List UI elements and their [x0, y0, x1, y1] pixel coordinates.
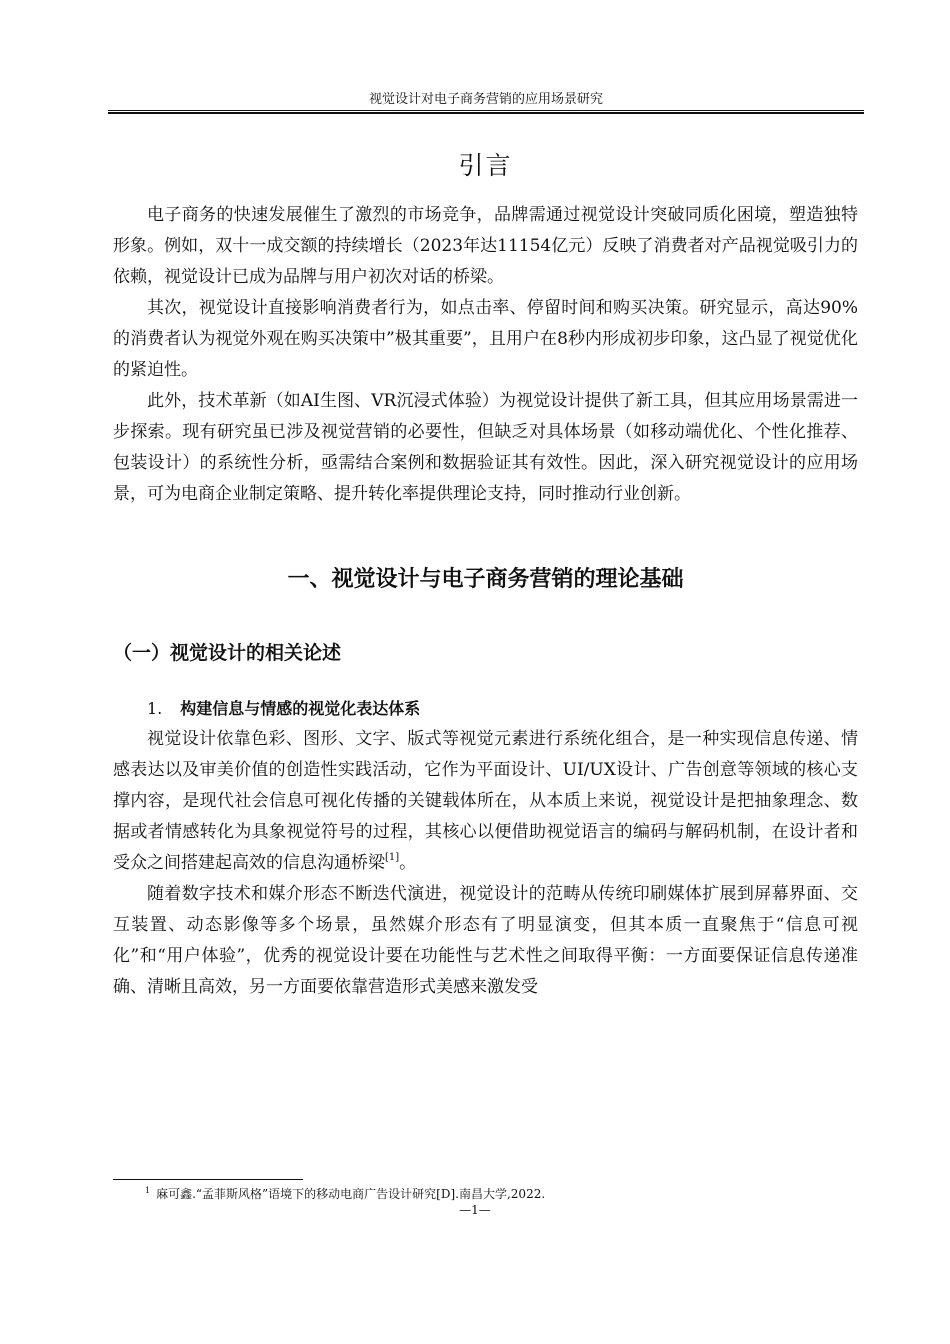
footnote-marker: 1 [145, 1186, 151, 1195]
body-content [113, 140, 858, 1003]
intro-paragraph-3: 此外，技术革新（如AI生图、VR沉浸式体验）为视觉设计提供了新工具，但其应用场景需进一步探索。现有研究虽已涉及视觉营销的必要性，但缺乏对具体场景（如移动端优化、个性化推荐、包装设计）的系统性分析，亟需结合案例和数据验证其有效性。因此，深入研究视觉设计的应用场景，可为电商企业制定策略、提升转化率提供理论支持，同时推动行业创新。 [113, 391, 858, 504]
body-paragraph-1 [113, 724, 858, 879]
header-rule-thick [108, 112, 864, 114]
section-title: （一）视觉设计的相关论述 [113, 642, 342, 664]
page-number: —1— [459, 1203, 491, 1217]
body-paragraph-2: 随着数字技术和媒介形态不断迭代演进，视觉设计的范畴从传统印刷媒体扩展到屏幕界面、交互装置、动态影像等多个场景，虽然媒介形态有了明显演变，但其本质一直聚焦于“信息可视化”和“用户体验”，优秀的视觉设计要在功能性与艺术性之间取得平衡：一方面要保证信息传递准确、清晰且高效，另一方面要依靠营造形式美感来激发受 [113, 884, 858, 997]
intro-paragraph-1: 电子商务的快速发展催生了激烈的市场竞争，品牌需通过视觉设计突破同质化困境，塑造独特形象。例如，双十一成交额的持续增长（2023年达11154亿元）反映了消费者对产品视觉吸引力的依赖，视觉设计已成为品牌与用户初次对话的桥梁。 [113, 205, 858, 287]
running-header: 视觉设计对电子商务营销的应用场景研究 [368, 92, 603, 107]
footnote [145, 1186, 845, 1202]
body-paragraph-1-end: 。 [399, 853, 417, 873]
chapter-title: 一、视觉设计与电子商务营销的理论基础 [287, 567, 684, 592]
footnote-reference[interactable]: [1] [385, 852, 400, 863]
body-paragraph-1-text: 视觉设计依靠色彩、图形、文字、版式等视觉元素进行系统化组合，是一种实现信息传递、情感表达以及审美价值的创造性实践活动，它作为平面设计、UI/UX设计、广告创意等领域的核心支撑内容，是现代社会信息可视化传播的关键载体所在，从本质上来说，视觉设计是把抽象理念、数据或者情感转化为具象视觉符号的过程，其核心以便借助视觉语言的编码与解码机制，在设计者和受众之间搭建起高效的信息沟通桥梁 [113, 729, 858, 873]
intro-paragraph-2: 其次，视觉设计直接影响消费者行为，如点击率、停留时间和购买决策。研究显示，高达90%的消费者认为视觉外观在购买决策中”极其重要”，且用户在8秒内形成初步印象，这凸显了视觉优化的紧迫性。 [113, 298, 858, 380]
intro-title: 引言 [458, 151, 513, 180]
subsection-number: 1. [147, 699, 163, 718]
subsection-title: 构建信息与情感的视觉化表达体系 [180, 699, 421, 718]
footnote-rule [113, 1179, 303, 1180]
subsection-heading [147, 694, 858, 724]
header-rule [108, 110, 864, 111]
footnote-text: 麻可鑫.“孟菲斯风格”语境下的移动电商广告设计研究[D].南昌大学,2022. [156, 1187, 546, 1201]
